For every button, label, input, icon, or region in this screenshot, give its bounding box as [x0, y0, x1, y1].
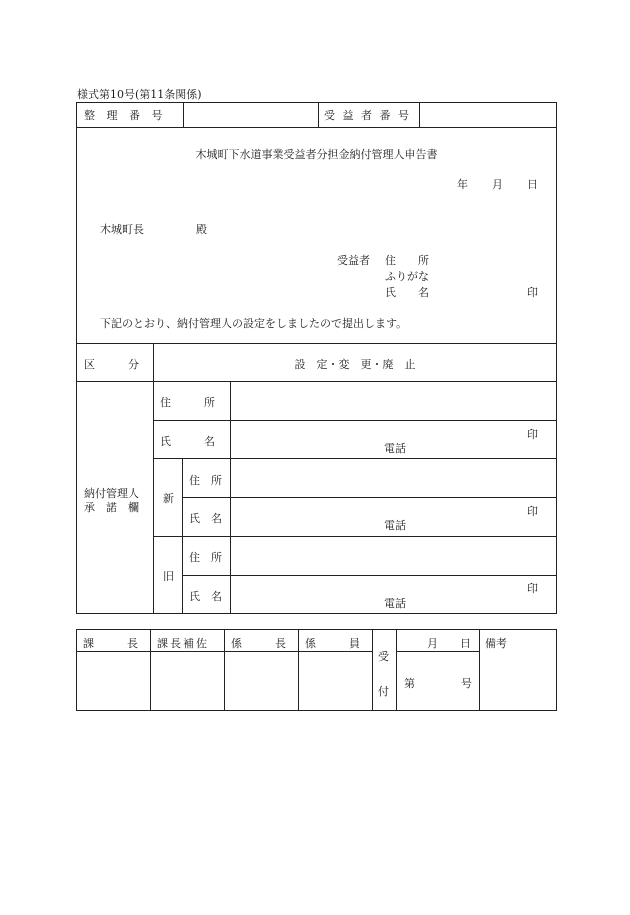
biko-field[interactable] — [481, 651, 555, 709]
new-address-label: 住 所 — [189, 474, 222, 487]
new-name-label: 氏 名 — [189, 512, 222, 525]
new-phone: 電話 — [384, 519, 406, 532]
old-seal: 印 — [527, 582, 538, 595]
form-title: 木城町下水道事業受益者分担金納付管理人申告書 — [195, 148, 438, 161]
kakaricho-label: 係 長 — [231, 637, 286, 650]
applicant-address-label: 住 所 — [385, 254, 429, 267]
agent-top-line — [76, 381, 557, 382]
old-address-label: 住 所 — [189, 551, 222, 564]
new-label: 新 — [163, 492, 174, 505]
uketsuke-date-line — [396, 651, 479, 652]
office-col-5 — [396, 629, 397, 711]
office-col-2 — [224, 629, 225, 711]
seiri-bango-label: 整 理 番 号 — [84, 109, 167, 122]
header-col-2 — [318, 102, 319, 127]
kacho-hosa-stamp-cell[interactable] — [152, 653, 222, 709]
kacho-stamp-cell[interactable] — [78, 653, 148, 709]
new-seal: 印 — [527, 505, 538, 518]
agent-row-line-2 — [153, 458, 557, 459]
date-day: 日 — [527, 178, 538, 191]
agent-label-line2: 承 諾 欄 — [84, 501, 139, 514]
header-divider — [76, 127, 557, 128]
uketsuke-month: 月 — [427, 637, 438, 650]
date-month: 月 — [492, 178, 503, 191]
kubun-top-line — [76, 343, 557, 344]
statement-text: 下記のとおり、納付管理人の設定をしましたので提出します。 — [100, 317, 408, 330]
old-name-label: 氏 名 — [189, 590, 222, 603]
date-year: 年 — [457, 178, 468, 191]
applicant-role: 受益者 — [337, 254, 370, 267]
new-row-line — [182, 497, 557, 498]
agent-phone: 電話 — [384, 442, 406, 455]
agent-seal: 印 — [527, 428, 538, 441]
kakariin-stamp-cell[interactable] — [300, 653, 370, 709]
kakaricho-stamp-cell[interactable] — [226, 653, 296, 709]
office-col-1 — [150, 629, 151, 711]
old-phone: 電話 — [384, 597, 406, 610]
office-col-3 — [298, 629, 299, 711]
header-col-3 — [419, 102, 420, 127]
uketsuke-go: 号 — [461, 677, 472, 690]
addressee-honorific: 殿 — [196, 223, 207, 236]
agent-address-label: 住 所 — [160, 396, 215, 409]
addressee-name: 木城町長 — [100, 223, 144, 236]
kakariin-label: 係 員 — [305, 637, 360, 650]
old-label: 旧 — [163, 570, 174, 583]
old-address-field[interactable] — [240, 549, 540, 565]
biko-label: 備考 — [485, 637, 507, 650]
old-top-line — [153, 536, 557, 537]
applicant-name-label: 氏 名 — [385, 286, 429, 299]
uketsuke-top: 受 — [378, 650, 389, 663]
kacho-label: 課 長 — [83, 637, 138, 650]
agent-address-field[interactable] — [240, 394, 540, 410]
kacho-hosa-label: 課長補佐 — [157, 637, 209, 650]
old-row-line — [182, 575, 557, 576]
agent-name-label: 氏 名 — [160, 435, 215, 448]
applicant-furigana-label: ふりがな — [385, 270, 429, 283]
kubun-options[interactable]: 設 定・変 更・廃 止 — [294, 358, 416, 371]
office-col-4 — [372, 629, 373, 711]
office-col-6 — [479, 629, 480, 711]
form-id: 様式第10号(第11条関係) — [77, 88, 202, 101]
uketsuke-day: 日 — [460, 637, 471, 650]
jueki-bango-label: 受 益 者 番 号 — [324, 109, 411, 122]
agent-row-line-1 — [153, 420, 557, 421]
uketsuke-bottom: 付 — [378, 685, 389, 698]
kubun-label: 区 分 — [84, 358, 139, 371]
uketsuke-dai: 第 — [404, 677, 415, 690]
agent-label-line1: 納付管理人 — [84, 487, 139, 500]
new-address-field[interactable] — [240, 472, 540, 488]
label-col-line — [153, 343, 154, 614]
applicant-seal: 印 — [527, 286, 538, 299]
header-col-1 — [183, 102, 184, 127]
